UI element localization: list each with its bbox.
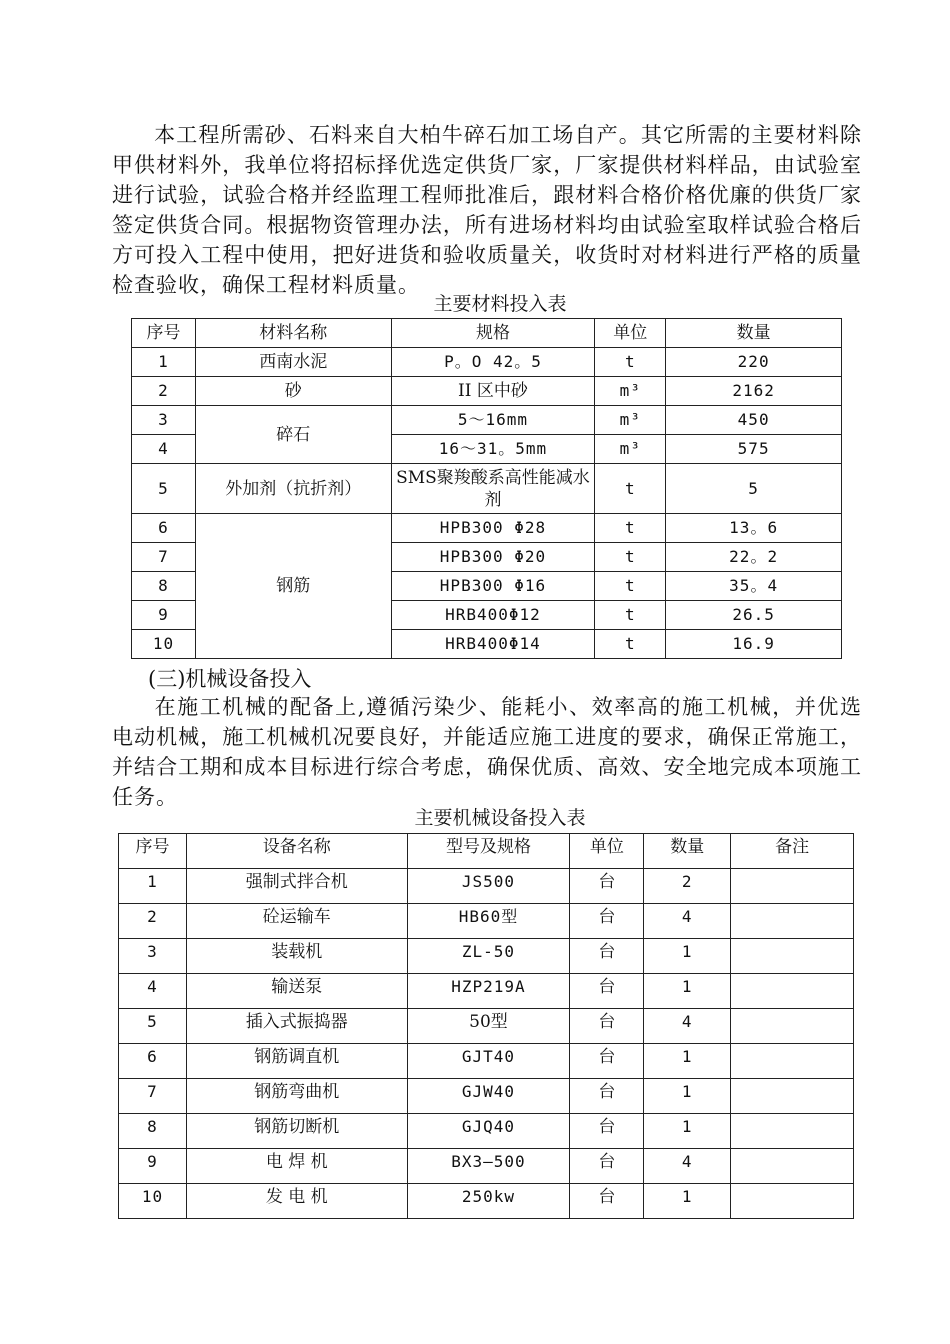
row-number: 6	[132, 514, 196, 543]
equipment-unit: 台	[570, 1184, 644, 1219]
header-cell: 序号	[132, 319, 196, 348]
row-number: 5	[119, 1009, 187, 1044]
row-number: 1	[132, 348, 196, 377]
header-cell: 设备名称	[186, 834, 407, 869]
section-heading: (三)机械设备投入	[148, 667, 312, 691]
equipment-name: 插入式振捣器	[186, 1009, 407, 1044]
machinery-table-caption: 主要机械设备投入表	[414, 807, 586, 829]
equipment-unit: 台	[570, 1044, 644, 1079]
table-header-row	[132, 319, 842, 348]
header-cell: 规格	[391, 319, 595, 348]
row-number: 10	[132, 630, 196, 659]
material-unit: t	[595, 543, 666, 572]
material-unit: m³	[595, 435, 666, 464]
equipment-unit: 台	[570, 974, 644, 1009]
materials-table	[131, 318, 842, 659]
row-number: 1	[119, 869, 187, 904]
equipment-qty: 1	[644, 939, 731, 974]
equipment-qty: 1	[644, 1184, 731, 1219]
material-unit: t	[595, 630, 666, 659]
equipment-note	[731, 939, 854, 974]
materials-table-caption: 主要材料投入表	[433, 293, 567, 315]
material-qty: 5	[666, 464, 842, 514]
row-number: 4	[132, 435, 196, 464]
equipment-name: 钢筋切断机	[186, 1114, 407, 1149]
material-qty: 35。4	[666, 572, 842, 601]
row-number: 5	[132, 464, 196, 514]
equipment-unit: 台	[570, 1149, 644, 1184]
material-unit: t	[595, 514, 666, 543]
material-name: 西南水泥	[195, 348, 391, 377]
equipment-qty: 4	[644, 1009, 731, 1044]
table-header-row	[119, 834, 854, 869]
material-qty: 13。6	[666, 514, 842, 543]
row-number: 2	[119, 904, 187, 939]
table-row	[119, 904, 854, 939]
header-cell: 单位	[595, 319, 666, 348]
machinery-paragraph: 在施工机械的配备上,遵循污染少、能耗小、效率高的施工机械，并优选电动机械，施工机械机况要良好，并能适应施工进度的要求，确保正常施工，并结合工期和成本目标进行综合考虑，确保优质、高效、安全地完成本项施工任务。	[112, 695, 862, 809]
equipment-qty: 2	[644, 869, 731, 904]
equipment-name: 装载机	[186, 939, 407, 974]
equipment-note	[731, 1009, 854, 1044]
row-number: 7	[132, 543, 196, 572]
equipment-qty: 1	[644, 1079, 731, 1114]
table-row	[132, 406, 842, 435]
material-spec: SMS聚羧酸系高性能减水剂	[391, 464, 595, 514]
equipment-model: JS500	[407, 869, 570, 904]
equipment-name: 强制式拌合机	[186, 869, 407, 904]
row-number: 9	[132, 601, 196, 630]
table-row	[119, 869, 854, 904]
material-qty: 16.9	[666, 630, 842, 659]
header-cell: 材料名称	[195, 319, 391, 348]
equipment-qty: 4	[644, 1149, 731, 1184]
equipment-unit: 台	[570, 939, 644, 974]
equipment-unit: 台	[570, 904, 644, 939]
equipment-model: GJQ40	[407, 1114, 570, 1149]
equipment-model: 50型	[407, 1009, 570, 1044]
equipment-note	[731, 974, 854, 1009]
equipment-note	[731, 869, 854, 904]
header-cell: 型号及规格	[407, 834, 570, 869]
header-cell: 数量	[644, 834, 731, 869]
material-qty: 450	[666, 406, 842, 435]
equipment-name: 钢筋调直机	[186, 1044, 407, 1079]
equipment-unit: 台	[570, 1009, 644, 1044]
table-row	[119, 1009, 854, 1044]
material-spec: HPB300 Φ28	[391, 514, 595, 543]
material-name: 钢筋	[195, 514, 391, 659]
equipment-model: GJT40	[407, 1044, 570, 1079]
equipment-model: ZL-50	[407, 939, 570, 974]
table-row	[132, 377, 842, 406]
material-unit: m³	[595, 377, 666, 406]
equipment-unit: 台	[570, 1079, 644, 1114]
equipment-note	[731, 1184, 854, 1219]
equipment-qty: 1	[644, 1044, 731, 1079]
equipment-name: 砼运输车	[186, 904, 407, 939]
material-qty: 2162	[666, 377, 842, 406]
row-number: 4	[119, 974, 187, 1009]
table-row	[119, 1184, 854, 1219]
equipment-qty: 4	[644, 904, 731, 939]
equipment-name: 发 电 机	[186, 1184, 407, 1219]
table-row	[119, 939, 854, 974]
table-row	[119, 1149, 854, 1184]
material-spec: P。O 42。5	[391, 348, 595, 377]
material-unit: t	[595, 572, 666, 601]
table-row	[132, 464, 842, 514]
equipment-name: 钢筋弯曲机	[186, 1079, 407, 1114]
material-name: 砂	[195, 377, 391, 406]
row-number: 3	[119, 939, 187, 974]
table-row	[132, 514, 842, 543]
machinery-table	[118, 833, 854, 1219]
material-unit: t	[595, 348, 666, 377]
table-row	[119, 1114, 854, 1149]
equipment-model: HB60型	[407, 904, 570, 939]
material-unit: m³	[595, 406, 666, 435]
row-number: 8	[119, 1114, 187, 1149]
header-cell: 单位	[570, 834, 644, 869]
equipment-unit: 台	[570, 869, 644, 904]
equipment-model: GJW40	[407, 1079, 570, 1114]
material-qty: 220	[666, 348, 842, 377]
row-number: 10	[119, 1184, 187, 1219]
equipment-model: 250kw	[407, 1184, 570, 1219]
equipment-note	[731, 1079, 854, 1114]
header-cell: 序号	[119, 834, 187, 869]
equipment-qty: 1	[644, 1114, 731, 1149]
equipment-model: HZP219A	[407, 974, 570, 1009]
equipment-note	[731, 1044, 854, 1079]
header-cell: 备注	[731, 834, 854, 869]
material-spec: 5～16mm	[391, 406, 595, 435]
material-qty: 575	[666, 435, 842, 464]
material-name: 外加剂（抗折剂）	[195, 464, 391, 514]
equipment-note	[731, 1114, 854, 1149]
row-number: 8	[132, 572, 196, 601]
material-spec: 16～31。5mm	[391, 435, 595, 464]
material-spec: HRB400Φ14	[391, 630, 595, 659]
material-unit: t	[595, 464, 666, 514]
material-unit: t	[595, 601, 666, 630]
row-number: 2	[132, 377, 196, 406]
material-spec: HPB300 Φ20	[391, 543, 595, 572]
material-qty: 22。2	[666, 543, 842, 572]
equipment-note	[731, 1149, 854, 1184]
row-number: 3	[132, 406, 196, 435]
equipment-unit: 台	[570, 1114, 644, 1149]
table-row	[119, 1044, 854, 1079]
equipment-qty: 1	[644, 974, 731, 1009]
table-row	[119, 1079, 854, 1114]
equipment-name: 电 焊 机	[186, 1149, 407, 1184]
header-cell: 数量	[666, 319, 842, 348]
material-name: 碎石	[195, 406, 391, 464]
material-spec: HRB400Φ12	[391, 601, 595, 630]
row-number: 6	[119, 1044, 187, 1079]
table-row	[119, 974, 854, 1009]
material-qty: 26.5	[666, 601, 842, 630]
equipment-note	[731, 904, 854, 939]
table-row	[132, 348, 842, 377]
intro-paragraph: 本工程所需砂、石料来自大柏牛碎石加工场自产。其它所需的主要材料除甲供材料外，我单位将招标择优选定供货厂家，厂家提供材料样品，由试验室进行试验，试验合格并经监理工程师批准后，跟材料合格价格优廉的供货厂家签定供货合同。根据物资管理办法，所有进场材料均由试验室取样试验合格后方可投入工程中使用，把好进货和验收质量关，收货时对材料进行严格的质量检查验收，确保工程材料质量。	[112, 123, 862, 297]
material-spec: II 区中砂	[391, 377, 595, 406]
equipment-name: 输送泵	[186, 974, 407, 1009]
row-number: 9	[119, 1149, 187, 1184]
equipment-model: BX3—500	[407, 1149, 570, 1184]
material-spec: HPB300 Φ16	[391, 572, 595, 601]
row-number: 7	[119, 1079, 187, 1114]
